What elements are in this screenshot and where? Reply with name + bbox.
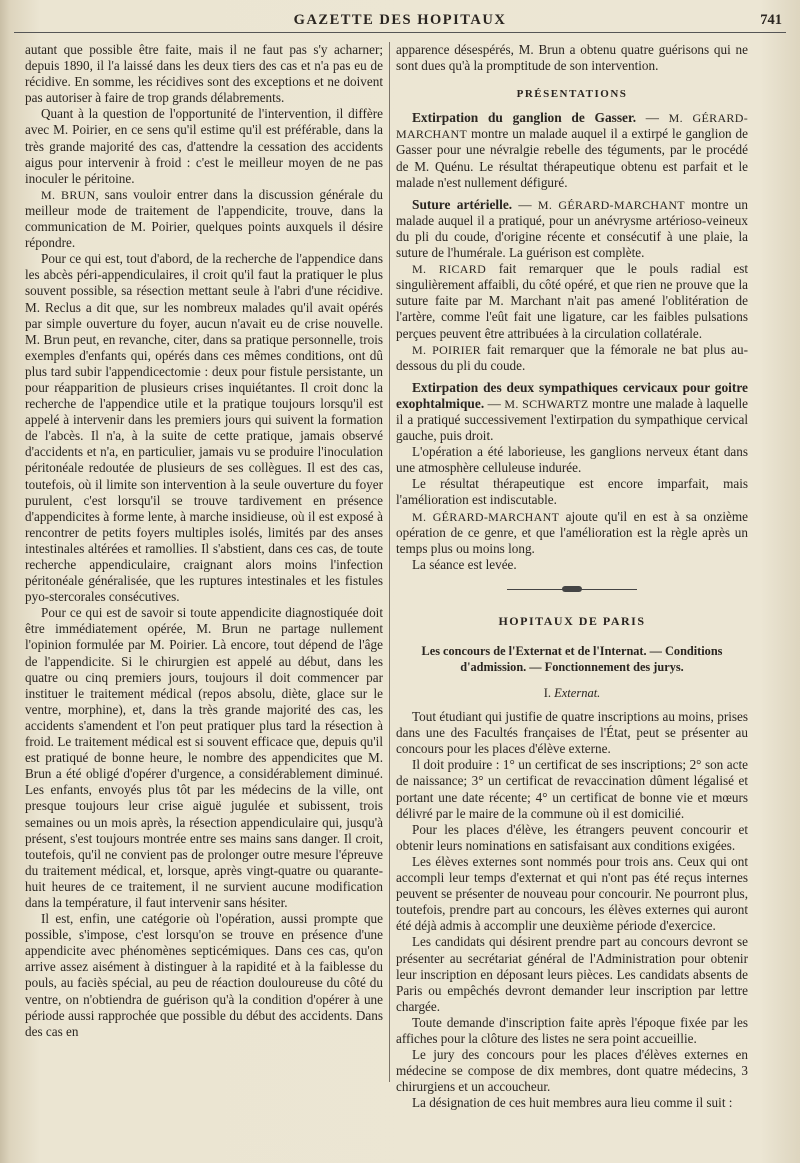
paragraph: Les élèves externes sont nommés pour trois ans. Ceux qui ont accompli leur temps d'externat et qui n'ont pas été reçus internes peuvent se présenter de nouveau pour concourir. Ne pourront plus, toutefois, prendre part au concours, les élèves externes qui auront été déjà admis à accomplir une deuxième période d'exercice.: [396, 853, 748, 934]
paragraph: apparence désespérés, M. Brun a obtenu quatre guérisons qui ne sont dues qu'à la promptitude de son intervention.: [396, 42, 748, 74]
speaker-name: M. GÉRARD-MARCHANT: [537, 197, 685, 212]
paragraph-text: montre une malade à laquelle il a pratiqué successivement l'extirpation du sympathique cervical gauche, puis droit.: [396, 395, 749, 444]
left-column: [25, 42, 383, 1040]
paragraph-text: montre un malade auquel il a pratiqué, pour un anévrysme artérioso-veineux du pli du coude, d'origine récente et consécutif à une plaie, la suture de l'humérale. La guérison est complète.: [396, 196, 748, 261]
paragraph: Il doit produire : 1° un certificat de ses inscriptions; 2° son acte de naissance; 3° un certificat de revaccination dûment légalisé et portant une date récente; 4° un certificat de bonne vie et mœurs délivré par le maire de la commune où il est domicilié.: [396, 757, 748, 821]
paragraph: Toute demande d'inscription faite après l'époque fixée par les affiches pour la clôture des listes ne sera point accueillie.: [396, 1014, 748, 1046]
paragraph-text: sans vouloir entrer dans la discussion générale du meilleur mode de traitement de l'appendicite, trouve, dans la communication de M. Poirier, quelques points auxquels il désire répondre.: [25, 186, 383, 251]
paragraph: autant que possible être faite, mais il ne faut pas s'y acharner; depuis 1890, il l'a laissé dans les deux tiers des cas et n'a pas eu de récidive. En somme, les récidives sont des exceptions et ne doivent pas autoriser à faire de trop grands délabrements.: [25, 42, 383, 106]
page-header: [14, 8, 786, 33]
presentation-sympathiques: Extirpation des deux sympathiques cervicaux pour goitre exophtalmique. — M. SCHWARTZ montre une malade à laquelle il a pratiqué successivement l'extirpation du sympathique cervical gauche, puis droit.: [396, 379, 749, 444]
presentation-gasser: Extirpation du ganglion de Gasser. — M. GÉRARD-MARCHANT montre un malade auquel il a extirpé le ganglion de Gasser pour une névralgie rebelle des téguments, par le procédé de M. Quénu. Le résultat thérapeutique obtenu est parfait et le malade n'est nullement défiguré.: [396, 110, 749, 190]
ornamental-divider: [507, 585, 637, 595]
paragraph: Pour ce qui est de savoir si toute appendicite diagnostiquée doit être immédiatement opérée, M. Brun ne partage nullement l'opinion formulée par M. Poirier. Là encore, tout dépend de l'âge de l'appendicite. Si le chirurgien est appelé au début, dans les quatre ou cinq premiers jours, toujours il doit commencer par instituer le traitement médical (repos absolu, diète, glace sur le ventre, morphine), et, dans la très grande majorité des cas, les accidents s'amendent et l'on peut pratiquer plus tard la résection à froid. Le traitement médical est si souvent efficace que, depuis qu'il est pratiqué de bonne heure, le nombre des appendicites que M. Brun a été obligé d'opérer d'urgence, a considérablement diminué. Les enfants, envoyés plus tôt par les médecins de la ville, ont presque toujours leur crise aiguë jugulée et subissent, trois semaines ou un mois après, la résection appendiculaire qui, jusqu'à présent, s'est toujours montrée entre ses mains sans danger. Il croit, toutefois, qu'il ne convient pas de prolonger outre mesure l'épreuve du traitement médical, et, lorsque, après vingt-quatre ou quarante-huit heures de ce traitement, il ne survient aucune modification dans la température, il faut intervenir sans hésiter.: [25, 605, 383, 910]
presentation-suture: Suture artérielle. — M. GÉRARD-MARCHANT montre un malade auquel il a pratiqué, pour un anévrysme artérioso-veineux du pli du coude, d'origine récente et consécutif à une plaie, la suture de l'humérale. La guérison est complète.: [396, 196, 748, 261]
paragraph: La séance est levée.: [412, 556, 517, 572]
paragraph: Les candidats qui désirent prendre part au concours devront se présenter au secrétariat général de l'Administration pour obtenir leur inscription en déposant leurs pièces. Les candidats absents de Paris ou empêchés devront demander leur inscription par lettre chargée.: [396, 934, 748, 1014]
paragraph-text: fait remarquer que le pouls radial est singulièrement affaibli, du côté opéré, et que rien ne prouve que la suture faite par M. Marchant n'ait pas amené l'oblitération de l'artère, comme l'eût fait une ligature, car les faibles pulsations perçues peuvent être attribuées à la circulation collatérale.: [396, 261, 749, 341]
concours-title: Les concours de l'Externat et de l'Internat. — Conditions d'admission. — Fonctionnement des jurys.: [421, 644, 723, 674]
paragraph-text: ajoute qu'il en est à sa onzième opération de ce genre, et que l'amélioration est la règle après un temps plus ou moins long.: [396, 508, 748, 556]
paragraph: Il est, enfin, une catégorie où l'opération, aussi prompte que possible, s'impose, c'est lorsqu'on se trouve en présence d'une appendicite avec phénomènes septicémiques. Dans ces cas, qu'on arrive assez aisément à distinguer à la rapidité et à la faiblesse du pouls, au faciès spécial, au peu de réaction douloureuse du côté du ventre, on n'obtiendra de guérison qu'à la condition d'opérer à une période aussi rapprochée que possible du début des accidents. Dans des cas en: [25, 911, 383, 1039]
page-header-title: GAZETTE DES HOPITAUX: [293, 12, 507, 28]
paragraph: Pour les places d'élève, les étrangers peuvent concourir et obtenir leurs nominations en satisfaisant aux conditions exigées.: [396, 821, 748, 853]
paragraph-text: fait remarquer que la fémorale ne bat plus au-dessous du pli du coude.: [396, 341, 748, 373]
paragraph: L'opération a été laborieuse, les ganglions nerveux étant dans une atmosphère celluleuse indurée.: [396, 444, 748, 476]
paragraph-ricard: [396, 261, 748, 341]
section-title-hopitaux: HOPITAUX DE PARIS: [498, 613, 646, 628]
paragraph: Le jury des concours pour les places d'élèves externes en médecine se compose de dix membres, dont quatre médecins, 3 chirurgiens et un accoucheur.: [396, 1047, 748, 1095]
paragraph: Tout étudiant qui justifie de quatre inscriptions au moins, prises dans une des Facultés françaises de l'État, peut se présenter au concours pour les places d'élève externe.: [396, 709, 748, 757]
speaker-name: M. POIRIER: [412, 342, 481, 357]
paragraph: Pour ce qui est, tout d'abord, de la recherche de l'appendice dans les abcès péri-appendiculaires, il croit qu'il faut la pratiquer le plus souvent possible, sa résection mettant seule à l'abri d'une récidive. M. Reclus a dit que, sur les nombreux malades qu'il avait opérés par simple ouverture du foyer, aucun n'avait eu de crise nouvelle. M. Brun peut, en revanche, citer, dans sa pratique personnelle, trois exemples d'enfants qui, opérés dans ces mêmes conditions, ont dû plus tard subir l'appendicectomie : deux pour fistule persistante, un pour réapparition de plusieurs crises inquiétantes. Il croit donc la recherche de l'appendice utile et la pratique toujours lorsqu'il est appelé à intervenir dans les premiers jours qui suivent la formation de l'abcès. Il n'a, à la suite de cette pratique, jamais observé d'accidents et n'a, en particulier, jamais vu se produire l'inoculation péritonéale redoutée de plusieurs de ses collègues. Il est des cas, toutefois, où il limite son intervention à la seule ouverture du foyer purulent, c'est lorsqu'il se trouve tardivement en présence d'appendicites à forme lente, à marche insidieuse, où il est exposé à rencontrer de petits foyers multiples isolés, limités par des anses intestinales altérées et ramollies. Il s'abstient, dans ces cas, de toute recherche appendiculaire, craignant alors moins l'infection péritonéale généralisée, que les ruptures intestinales et les fistules pyo-stercorales consécutives.: [25, 251, 383, 605]
speaker-name: M. GÉRARD-MARCHANT: [396, 111, 748, 142]
paragraph: Quant à la question de l'opportunité de l'intervention, il diffère avec M. Poirier, en ce sens qu'il estime qu'il est préférable, dans la très grande majorité des cas, d'attendre la cessation des accidents aigus pour intervenir à froid : c'est le meilleur moyen de ne pas inoculer le péritoine.: [25, 106, 383, 186]
paragraph-gerard-marchant: [396, 509, 748, 557]
externat-heading: [396, 685, 748, 701]
presentation-title: Suture artérielle.: [412, 196, 513, 212]
paragraph-text: montre un malade auquel il a extirpé le ganglion de Gasser pour une névralgie rebelle des téguments, par le procédé de M. Quénu. Le résultat thérapeutique obtenu est parfait et le malade n'est nullement défiguré.: [396, 126, 749, 190]
paragraph: La désignation de ces huit membres aura lieu comme il suit :: [412, 1095, 733, 1111]
page-number: 741: [760, 12, 782, 28]
section-title-presentations: PRÉSENTATIONS: [516, 88, 628, 101]
speaker-name: M. SCHWARTZ: [504, 396, 589, 411]
speaker-name: M. BRUN,: [41, 187, 99, 202]
column-divider: [389, 42, 390, 1082]
speaker-name: M. GÉRARD-MARCHANT: [412, 509, 560, 524]
right-column: [396, 42, 748, 1111]
paragraph-poirier: [396, 342, 748, 374]
presentation-title: Extirpation des deux sympathiques cervicaux pour goitre exophtalmique.: [396, 379, 748, 411]
presentation-title: Extirpation du ganglion de Gasser.: [412, 110, 637, 126]
externat-number: I.: [543, 686, 551, 700]
speaker-name: M. RICARD: [412, 262, 487, 277]
externat-label: Externat.: [554, 686, 601, 700]
paragraph: Le résultat thérapeutique est encore imparfait, mais l'amélioration est indiscutable.: [396, 476, 748, 508]
paragraph-brun: [25, 187, 383, 251]
